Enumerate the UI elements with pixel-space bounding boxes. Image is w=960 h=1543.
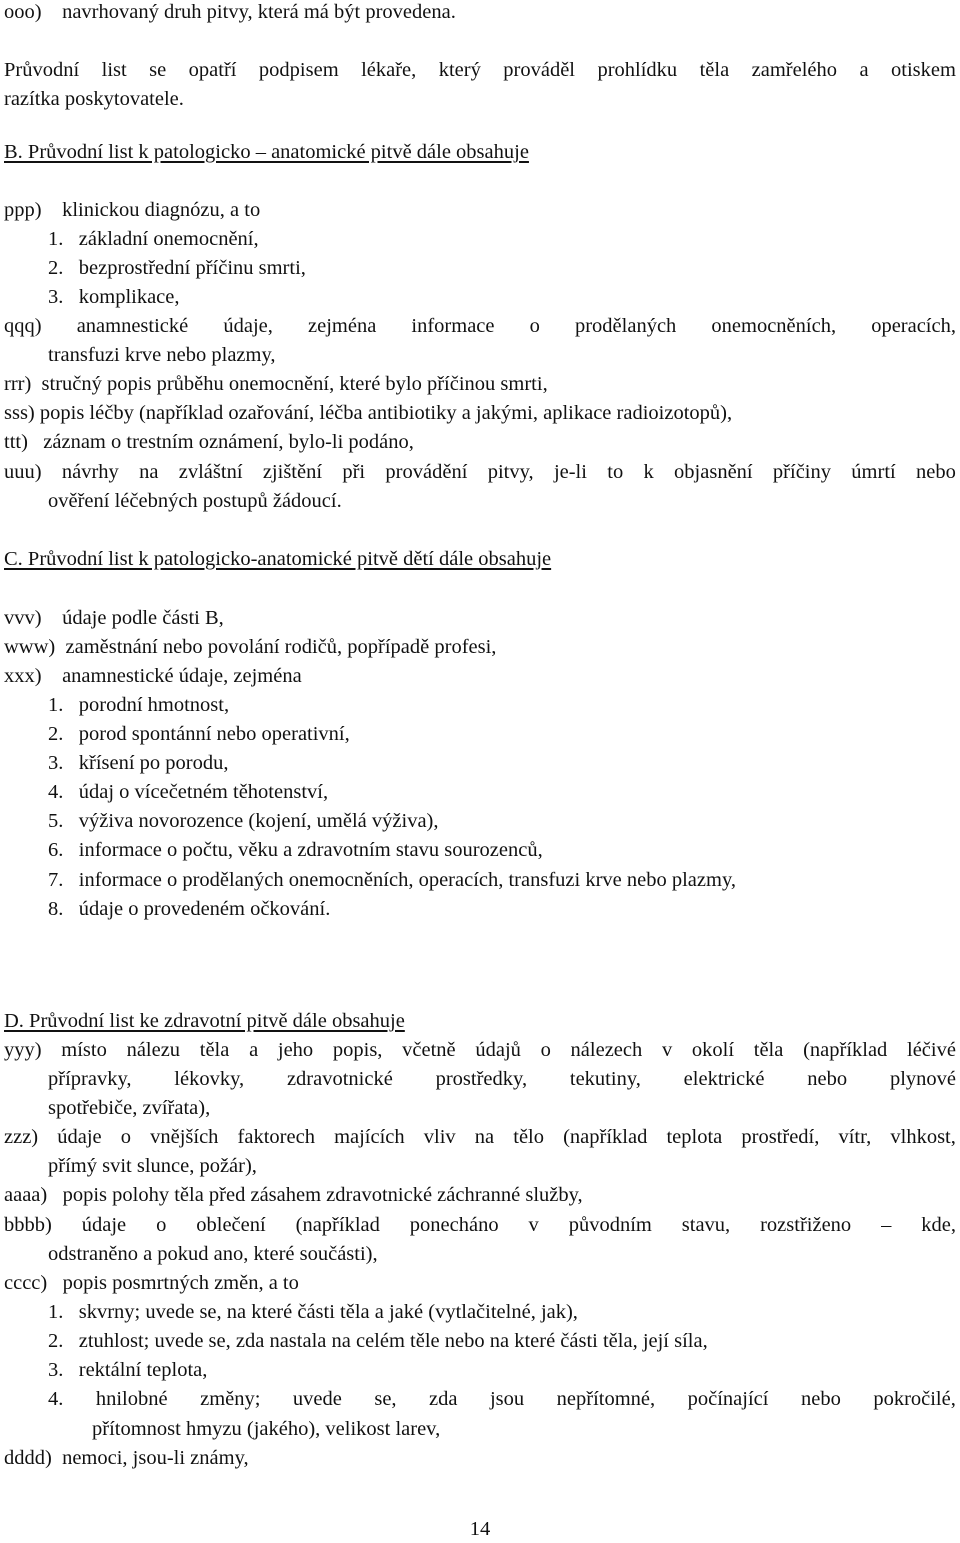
item-dddd: dddd) nemoci, jsou-li známy, — [4, 1447, 249, 1469]
list-item: 2. porod spontánní nebo operativní, — [48, 723, 350, 745]
paragraph-line: razítka poskytovatele. — [4, 88, 184, 110]
item-vvv: vvv) údaje podle části B, — [4, 607, 224, 629]
list-item: 4. hnilobné změny; uvede se, zda jsou nepřítomné, počínající nebo pokročilé, — [48, 1388, 956, 1410]
item-continuation: transfuzi krve nebo plazmy, — [48, 344, 276, 366]
item-ooo: ooo) navrhovaný druh pitvy, která má být provedena. — [4, 1, 456, 23]
list-item: 2. bezprostřední příčinu smrti, — [48, 257, 306, 279]
list-item: 6. informace o počtu, věku a zdravotním stavu sourozenců, — [48, 839, 543, 861]
page-number: 14 — [469, 1518, 491, 1540]
list-item: 3. křísení po porodu, — [48, 752, 229, 774]
item-aaaa: aaaa) popis polohy těla před zásahem zdravotnické záchranné služby, — [4, 1184, 583, 1206]
section-b-heading: B. Průvodní list k patologicko – anatomické pitvě dále obsahuje — [4, 141, 529, 163]
list-item: 1. skvrny; uvede se, na které části těla a jaké (vytlačitelné, jak), — [48, 1301, 578, 1323]
item-ttt: ttt) záznam o trestním oznámení, bylo-li podáno, — [4, 431, 414, 453]
item-cccc: cccc) popis posmrtných změn, a to — [4, 1272, 299, 1294]
list-item: 1. základní onemocnění, — [48, 228, 259, 250]
list-item: 3. rektální teplota, — [48, 1359, 208, 1381]
item-uuu: uuu) návrhy na zvláštní zjištění při provádění pitvy, je-li to k objasnění příčiny úmrtí nebo — [4, 461, 956, 483]
item-www: www) zaměstnání nebo povolání rodičů, popřípadě profesi, — [4, 636, 497, 658]
item-bbbb: bbbb) údaje o oblečení (například ponecháno v původním stavu, rozstřiženo – kde, — [4, 1214, 956, 1236]
item-continuation: ověření léčebných postupů žádoucí. — [48, 490, 342, 512]
item-continuation: přímý svit slunce, požár), — [48, 1155, 257, 1177]
list-item: 8. údaje o provedeném očkování. — [48, 898, 331, 920]
section-c-heading: C. Průvodní list k patologicko-anatomické pitvě dětí dále obsahuje — [4, 548, 552, 570]
item-yyy: yyy) místo nálezu těla a jeho popis, včetně údajů o nálezech v okolí těla (například léčivé — [4, 1039, 956, 1061]
item-zzz: zzz) údaje o vnějších faktorech majících vliv na tělo (například teplota prostředí, vítr, vlhkost, — [4, 1126, 956, 1148]
list-item: 7. informace o prodělaných onemocněních, operacích, transfuzi krve nebo plazmy, — [48, 869, 736, 891]
item-xxx: xxx) anamnestické údaje, zejména — [4, 665, 302, 687]
item-continuation: spotřebiče, zvířata), — [48, 1097, 211, 1119]
paragraph-line: Průvodní list se opatří podpisem lékaře, který prováděl prohlídku těla zamřelého a otiskem — [4, 59, 956, 81]
list-item: 2. ztuhlost; uvede se, zda nastala na celém těle nebo na které části těla, její síla, — [48, 1330, 708, 1352]
item-qqq: qqq) anamnestické údaje, zejména informace o prodělaných onemocněních, operacích, — [4, 315, 956, 337]
list-item: 5. výživa novorozence (kojení, umělá výživa), — [48, 810, 439, 832]
list-item: 3. komplikace, — [48, 286, 180, 308]
item-continuation: přítomnost hmyzu (jakého), velikost larev, — [92, 1418, 441, 1440]
item-ppp: ppp) klinickou diagnózu, a to — [4, 199, 261, 221]
item-rrr: rrr) stručný popis průběhu onemocnění, které bylo příčinou smrti, — [4, 373, 548, 395]
list-item: 1. porodní hmotnost, — [48, 694, 230, 716]
list-item: 4. údaj o vícečetném těhotenství, — [48, 781, 329, 803]
section-d-heading: D. Průvodní list ke zdravotní pitvě dále obsahuje — [4, 1010, 405, 1032]
item-sss: sss) popis léčby (například ozařování, léčba antibiotiky a jakými, aplikace radioizotopů), — [4, 402, 733, 424]
item-continuation: odstraněno a pokud ano, které součásti), — [48, 1243, 378, 1265]
item-continuation: přípravky, lékovky, zdravotnické prostředky, tekutiny, elektrické nebo plynové — [48, 1068, 956, 1090]
